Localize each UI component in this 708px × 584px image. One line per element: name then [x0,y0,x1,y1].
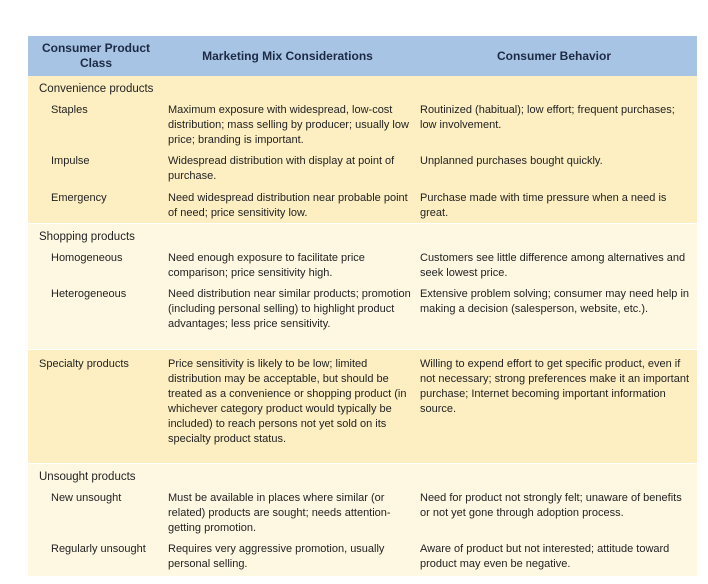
new-unsought-behavior: Need for product not strongly felt; unaware of benefits or not yet gone through adoption process. [420,492,682,519]
heterogeneous-behavior: Extensive problem solving; consumer may need help in making a decision (salesperson, website, etc.). [420,288,690,315]
convenience-section [28,76,697,223]
staples-behavior: Routinized (habitual); low effort; frequent purchases; low involvement. [420,104,675,131]
specialty-mix: Price sensitivity is likely to be low; limited distribution may be acceptable, but should be treated as a convenience or shopping product (in whichever category product would typically be included) to reach persons not yet sold on its specialty product status. [168,358,407,445]
homogeneous-name: Homogeneous [51,252,123,264]
regular-unsought-mix: Requires very aggressive promotion, usually personal selling. [168,543,385,570]
regular-unsought-behavior: Aware of product but not interested; attitude toward product may even be negative. [420,543,670,570]
header-class-line1: Consumer Product [41,41,150,55]
header-class [28,41,164,71]
shopping-title: Shopping products [39,231,135,243]
emergency-name: Emergency [51,192,107,204]
header-behavior: Consumer Behavior [496,49,612,63]
table-row [28,154,697,184]
table-row [28,251,697,281]
impulse-behavior: Unplanned purchases bought quickly. [420,155,603,167]
table-header [28,36,697,76]
unsought-section [28,463,697,576]
staples-mix: Maximum exposure with widespread, low-cost distribution; mass selling by producer; usually low price; branding is important. [168,104,409,146]
table-row [28,542,697,572]
product-classes-table [28,36,697,576]
staples-name: Staples [51,104,88,116]
impulse-mix: Widespread distribution with display at point of purchase. [168,155,395,182]
table-row [28,287,697,332]
table-row [28,191,697,221]
table-row [28,103,697,148]
homogeneous-behavior: Customers see little difference among alternatives and seek lowest price. [420,252,686,279]
convenience-title: Convenience products [39,83,154,95]
table-row [28,491,697,536]
impulse-name: Impulse [51,155,90,167]
specialty-section [28,349,697,463]
regular-unsought-name: Regularly unsought [51,543,146,555]
emergency-behavior: Purchase made with time pressure when a need is great. [420,192,667,219]
specialty-name: Specialty products [39,358,129,370]
header-mix: Marketing Mix Considerations [202,49,373,63]
header-class-line2: Class [79,56,113,70]
emergency-mix: Need widespread distribution near probable point of need; price sensitivity low. [168,192,408,219]
new-unsought-mix: Must be available in places where similar (or related) products are sought; needs attention-getting promotion. [168,492,391,534]
unsought-title: Unsought products [39,471,136,483]
heterogeneous-name: Heterogeneous [51,288,127,300]
homogeneous-mix: Need enough exposure to facilitate price comparison; price sensitivity high. [168,252,365,279]
shopping-section [28,223,697,349]
heterogeneous-mix: Need distribution near similar products; promotion (including personal selling) to highlight product advantages; less price sensitivity. [168,288,411,330]
new-unsought-name: New unsought [51,492,122,504]
table-row [28,350,697,447]
specialty-behavior: Willing to expend effort to get specific product, even if not necessary; strong preferences make it an important purchase; Internet becoming important information source. [420,358,690,415]
